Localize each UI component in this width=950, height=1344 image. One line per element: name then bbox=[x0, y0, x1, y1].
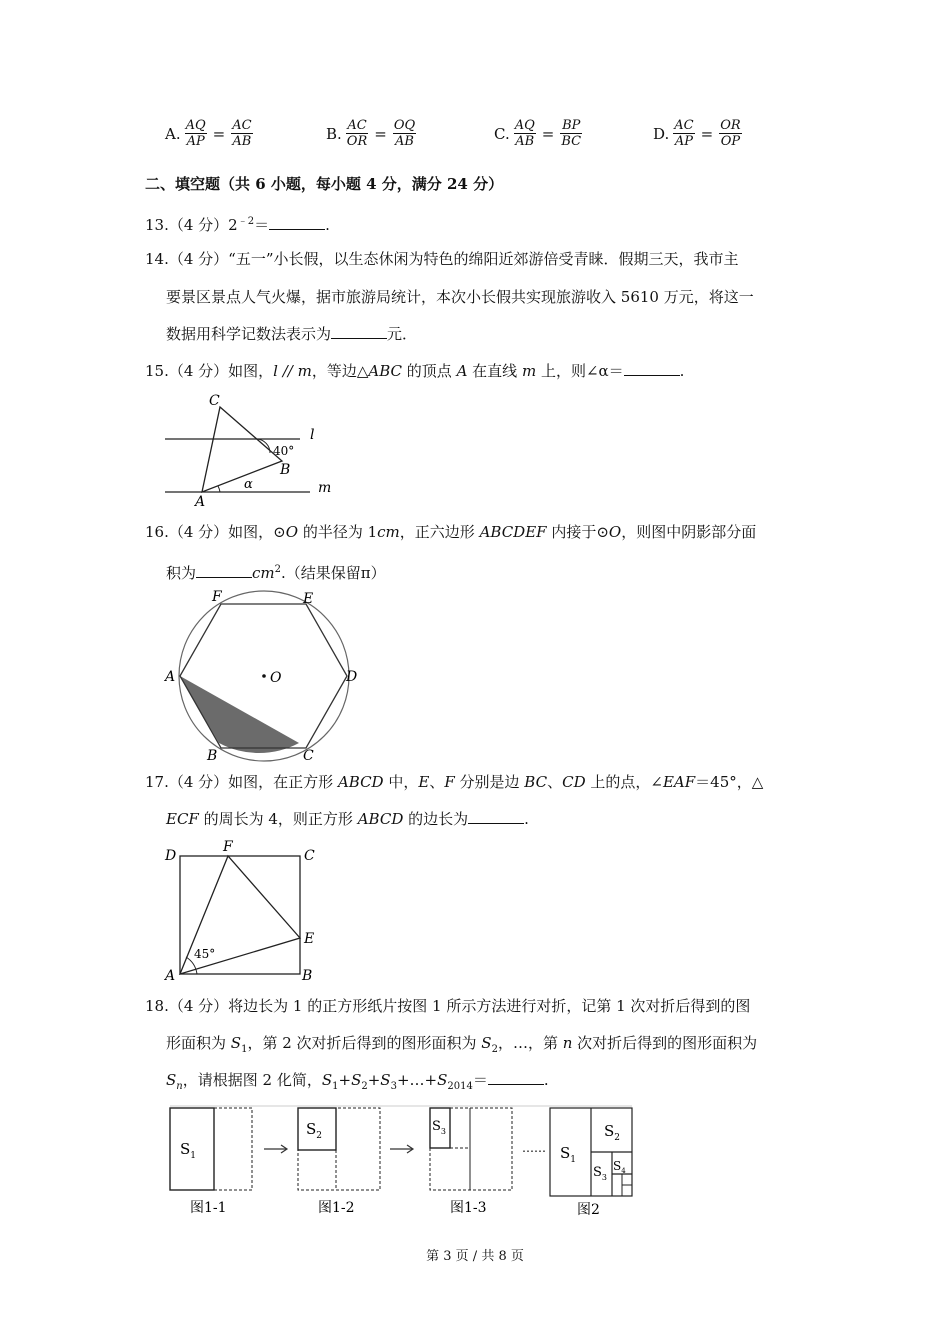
question-16-line1 bbox=[145, 521, 756, 543]
question-14-line3 bbox=[166, 323, 417, 345]
numerator: OQ bbox=[393, 118, 416, 133]
period: . bbox=[543, 1071, 549, 1089]
text: ，正六边形 bbox=[399, 523, 480, 541]
option-c-right-fraction bbox=[560, 118, 582, 149]
label-a: A bbox=[195, 494, 206, 510]
text: ABC bbox=[368, 362, 403, 380]
s-letter: S bbox=[593, 1165, 602, 1180]
text: + bbox=[338, 1071, 352, 1089]
section-title: 二、填空题（共 6 小题，每小题 4 分，满分 24 分） bbox=[145, 175, 504, 193]
label-b: B bbox=[302, 968, 313, 984]
text: BC bbox=[524, 773, 548, 791]
text: S bbox=[437, 1071, 448, 1089]
label-f: F bbox=[212, 589, 222, 605]
text: ，等边△ bbox=[311, 362, 369, 380]
text: 积为 bbox=[166, 564, 197, 582]
text: n bbox=[562, 1034, 573, 1052]
page-footer: 第 3 页 / 共 8 页 bbox=[426, 1249, 524, 1264]
q16-figure bbox=[160, 585, 370, 765]
option-c-left-fraction bbox=[514, 118, 536, 149]
fig11-solid-half bbox=[170, 1108, 214, 1190]
text: l // m bbox=[273, 362, 312, 380]
question-18-line3 bbox=[166, 1069, 549, 1098]
text: CD bbox=[562, 773, 586, 791]
denominator: AB bbox=[395, 134, 414, 149]
subscript: 2 bbox=[361, 1081, 368, 1092]
caption-11: 图1-1 bbox=[190, 1200, 227, 1216]
text: 数据用科学记数法表示为 bbox=[166, 325, 332, 343]
option-a bbox=[165, 118, 253, 149]
equals-sign: = bbox=[212, 124, 226, 143]
question-14-line1: 14.（4 分）“五一”小长假，以生态休闲为特色的绵阳近郊游倍受青睐．假期三天，我市主 bbox=[145, 250, 739, 268]
fig11-dashed-half bbox=[214, 1108, 252, 1190]
caption-12: 图1-2 bbox=[318, 1200, 355, 1216]
text: .（结果保留π） bbox=[281, 564, 386, 582]
period: . bbox=[524, 810, 529, 828]
question-17-line1 bbox=[145, 771, 763, 793]
base: 2 bbox=[228, 216, 238, 234]
numerator: AC bbox=[232, 118, 252, 133]
text: 形面积为 bbox=[166, 1034, 231, 1052]
text: S bbox=[230, 1034, 242, 1052]
text: ，第 2 次对折后得到的图形面积为 bbox=[247, 1034, 482, 1052]
text: O bbox=[608, 523, 622, 541]
text: S bbox=[481, 1034, 492, 1052]
question-18-line2 bbox=[166, 1032, 757, 1061]
q17-figure bbox=[160, 838, 340, 988]
question-number: 13.（4 分） bbox=[145, 216, 229, 234]
label-fig2-s4 bbox=[613, 1159, 626, 1175]
subscript: 1 bbox=[332, 1081, 339, 1092]
question-14-line2: 要景区景点人气火爆，据市旅游局统计，本次小长假共实现旅游收入 5610 万元，将这一 bbox=[166, 288, 754, 306]
text: 中， bbox=[383, 773, 419, 791]
denominator: OP bbox=[720, 134, 741, 149]
q18-figure bbox=[160, 1100, 640, 1225]
s-sub: 2 bbox=[316, 1131, 323, 1141]
option-d-label: D. bbox=[653, 124, 670, 143]
denominator: BC bbox=[561, 134, 582, 149]
denominator: AP bbox=[674, 134, 693, 149]
label-e: E bbox=[303, 591, 314, 607]
option-b-label: B. bbox=[326, 124, 342, 143]
text: +…+ bbox=[396, 1071, 438, 1089]
text: 元． bbox=[387, 325, 418, 343]
option-c-label: C. bbox=[494, 124, 510, 143]
text: + bbox=[367, 1071, 381, 1089]
question-16-line2 bbox=[166, 559, 386, 584]
period: . bbox=[679, 362, 685, 380]
text: 上的点，∠ bbox=[585, 773, 663, 791]
text: 上，则∠α＝ bbox=[536, 362, 624, 380]
text: 的顶点 bbox=[402, 362, 457, 380]
label-c: C bbox=[209, 393, 220, 409]
text: 次对折后得到的图形面积为 bbox=[572, 1034, 758, 1052]
exponent: ﹣2 bbox=[237, 216, 255, 227]
question-15 bbox=[145, 360, 684, 382]
option-a-left-fraction bbox=[185, 118, 207, 149]
denominator: AB bbox=[232, 134, 252, 149]
text: E bbox=[418, 773, 430, 791]
subscript: 3 bbox=[390, 1081, 397, 1092]
option-a-right-fraction bbox=[231, 118, 252, 149]
text: ＝ bbox=[472, 1071, 488, 1089]
label-d: D bbox=[346, 669, 358, 685]
period: . bbox=[325, 216, 330, 234]
equals-sign: = bbox=[541, 124, 555, 143]
s-letter: S bbox=[560, 1144, 571, 1162]
caption-2: 图2 bbox=[577, 1202, 600, 1218]
option-b-right-fraction bbox=[393, 118, 416, 149]
numerator: BP bbox=[562, 118, 581, 133]
label-45: 45° bbox=[194, 947, 216, 961]
text: S bbox=[321, 1071, 333, 1089]
answer-blank[interactable] bbox=[488, 1069, 544, 1085]
q15-figure bbox=[160, 390, 340, 510]
subscript: 2 bbox=[491, 1044, 498, 1055]
text: cm bbox=[377, 523, 400, 541]
text: ECF bbox=[166, 810, 199, 828]
equals-sign: ＝ bbox=[254, 216, 270, 234]
center-point bbox=[262, 674, 266, 678]
s-sub: 3 bbox=[601, 1173, 607, 1182]
text: 15.（4 分）如图， bbox=[145, 362, 274, 380]
option-d-right-fraction bbox=[719, 118, 741, 149]
option-d-left-fraction bbox=[673, 118, 694, 149]
text: ABCD bbox=[337, 773, 384, 791]
caption-13: 图1-3 bbox=[450, 1200, 487, 1216]
label-l: l bbox=[310, 427, 315, 443]
numerator: AQ bbox=[514, 118, 535, 133]
label-40: 40° bbox=[273, 444, 295, 458]
text: A bbox=[456, 362, 468, 380]
label-fig2-s2 bbox=[604, 1122, 620, 1143]
text: ，则图中阴影部分面 bbox=[621, 523, 757, 541]
text: 的半径为 1 bbox=[298, 523, 378, 541]
text: 在直线 bbox=[467, 362, 522, 380]
text: ＝45°，△ bbox=[695, 773, 764, 791]
text: 内接于⊙ bbox=[546, 523, 609, 541]
label-alpha: α bbox=[244, 477, 253, 492]
text: 的周长为 4，则正方形 bbox=[198, 810, 358, 828]
numerator: AQ bbox=[185, 118, 206, 133]
text: O bbox=[285, 523, 299, 541]
text: S bbox=[166, 1071, 177, 1089]
text: cm bbox=[252, 564, 275, 582]
subscript: n bbox=[176, 1081, 183, 1092]
label-a: A bbox=[165, 968, 176, 984]
text: S bbox=[351, 1071, 362, 1089]
option-b bbox=[326, 118, 416, 149]
equals-sign: = bbox=[700, 124, 714, 143]
answer-blank[interactable] bbox=[331, 323, 387, 339]
shaded-region bbox=[180, 676, 299, 753]
ellipsis: …… bbox=[522, 1141, 546, 1155]
denominator: OR bbox=[346, 134, 368, 149]
alpha-arc bbox=[218, 486, 220, 492]
s-letter: S bbox=[604, 1122, 615, 1140]
text: S bbox=[380, 1071, 391, 1089]
answer-blank[interactable] bbox=[468, 808, 524, 824]
text: ABCD bbox=[357, 810, 404, 828]
label-fig2-s3 bbox=[593, 1165, 607, 1182]
text: 16.（4 分）如图，⊙ bbox=[145, 523, 286, 541]
s-letter: S bbox=[306, 1120, 317, 1138]
denominator: AP bbox=[186, 134, 205, 149]
label-f: F bbox=[223, 839, 233, 855]
text: 17.（4 分）如图，在正方形 bbox=[145, 773, 338, 791]
text: 的边长为 bbox=[403, 810, 469, 828]
text: m bbox=[521, 362, 537, 380]
option-b-left-fraction bbox=[346, 118, 368, 149]
numerator: AC bbox=[674, 118, 694, 133]
answer-blank[interactable] bbox=[196, 562, 252, 578]
text: EAF bbox=[662, 773, 696, 791]
text: F bbox=[444, 773, 455, 791]
s-sub: 2 bbox=[614, 1133, 621, 1143]
numerator: OR bbox=[720, 118, 741, 133]
s-letter: S bbox=[180, 1140, 191, 1158]
subscript: 1 bbox=[241, 1044, 248, 1055]
s-sub: 3 bbox=[440, 1127, 446, 1136]
label-c: C bbox=[303, 748, 314, 764]
s-sub: 1 bbox=[190, 1151, 197, 1161]
question-17-line2 bbox=[166, 808, 529, 830]
label-fig2-s1 bbox=[560, 1144, 576, 1165]
text: ，请根据图 2 化简， bbox=[182, 1071, 322, 1089]
answer-blank[interactable] bbox=[269, 214, 325, 230]
s-letter: S bbox=[613, 1159, 622, 1173]
label-d: D bbox=[165, 848, 177, 864]
fig12-s2 bbox=[298, 1108, 336, 1150]
s-sub: 1 bbox=[570, 1155, 577, 1165]
text: ，…，第 bbox=[497, 1034, 563, 1052]
label-a: A bbox=[165, 669, 176, 685]
label-e: E bbox=[304, 931, 315, 947]
label-m: m bbox=[318, 480, 332, 496]
numerator: AC bbox=[347, 118, 367, 133]
s-sub: 4 bbox=[621, 1167, 626, 1175]
answer-blank[interactable] bbox=[624, 360, 680, 376]
text: 分别是边 bbox=[454, 773, 525, 791]
subscript: 2014 bbox=[447, 1081, 473, 1092]
question-13 bbox=[145, 211, 330, 236]
text: 、 bbox=[429, 773, 445, 791]
label-o: O bbox=[270, 670, 282, 686]
label-b: B bbox=[280, 462, 291, 478]
denominator: AB bbox=[515, 134, 535, 149]
s-letter: S bbox=[432, 1119, 441, 1134]
option-c bbox=[494, 118, 582, 149]
text: ABCDEF bbox=[479, 523, 547, 541]
label-c: C bbox=[304, 848, 315, 864]
label-b: B bbox=[207, 748, 218, 764]
equals-sign: = bbox=[374, 124, 387, 143]
option-a-label: A. bbox=[165, 124, 181, 143]
superscript: 2 bbox=[274, 564, 282, 575]
option-d bbox=[653, 118, 742, 149]
question-18-line1: 18.（4 分）将边长为 1 的正方形纸片按图 1 所示方法进行对折，记第 1 次对折后得到的图 bbox=[145, 997, 751, 1015]
text: 、 bbox=[547, 773, 563, 791]
